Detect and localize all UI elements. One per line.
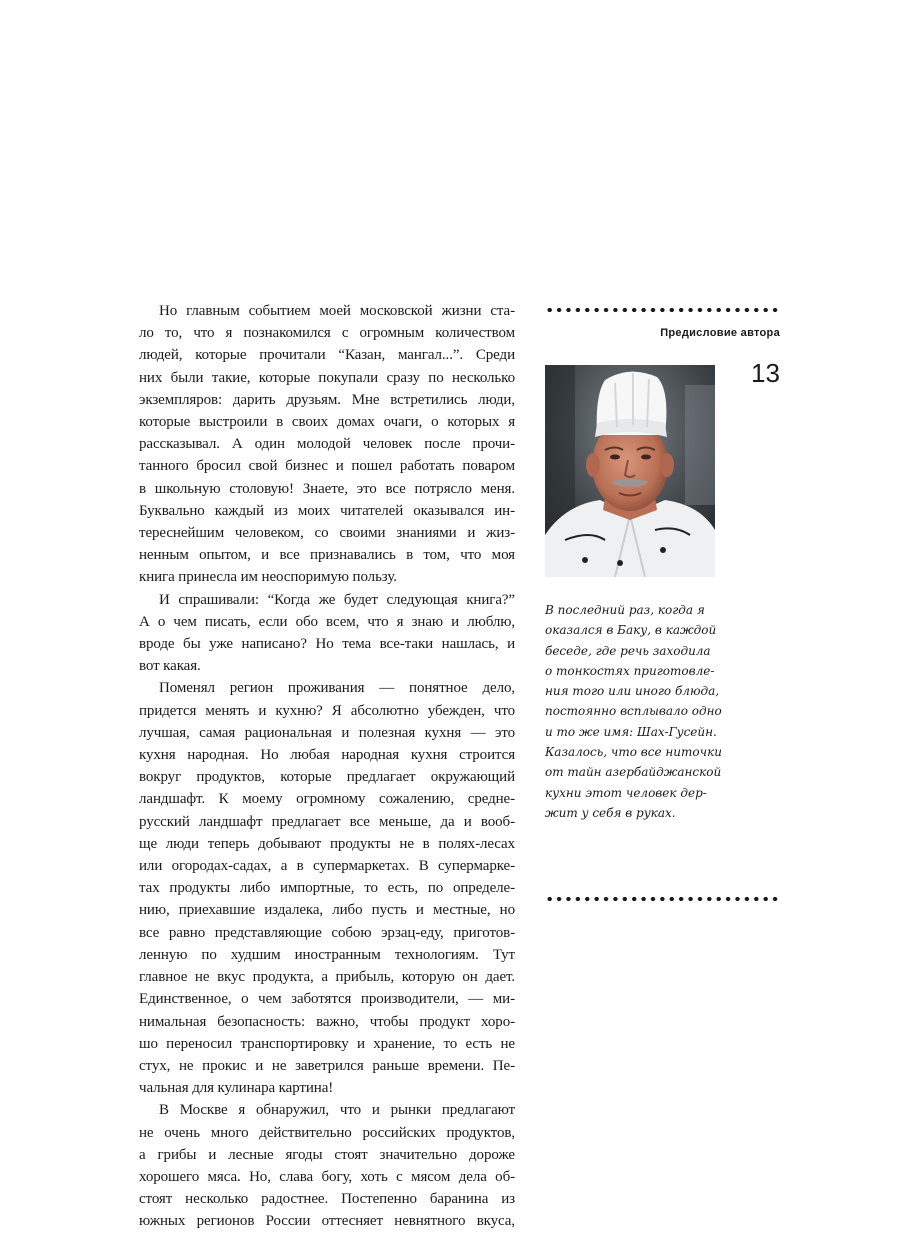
text-line: а грибы и лесные ягоды стоят значительно дороже xyxy=(139,1146,515,1163)
caption-line: кухни этот человек дер- xyxy=(545,785,707,800)
text-line: стух, не прокис и не заветрился раньше времени. Пе- xyxy=(139,1057,515,1074)
text-line: шо переносил транспортировку и хранение, то есть не xyxy=(139,1035,515,1052)
chef-portrait-icon xyxy=(545,365,715,577)
body-paragraph xyxy=(139,300,515,589)
text-line: вот какая. xyxy=(139,658,201,675)
text-line: вокруг продуктов, которые предлагает окружающий xyxy=(139,769,515,786)
text-line: тах продукты либо импортные, то есть, по определе- xyxy=(139,880,515,897)
text-line: танного бросил свой бизнес и пошел работать поваром xyxy=(139,458,515,475)
caption-line: постоянно всплывало одно xyxy=(545,704,722,719)
caption-line: беседе, где речь заходила xyxy=(545,643,711,658)
text-line: ло то, что я познакомился с огромным количеством xyxy=(139,325,515,342)
chef-portrait-photo xyxy=(545,365,715,577)
text-line: стоят несколько радостнее. Постепенно баранина из xyxy=(139,1191,515,1208)
bottom-dotted-rule xyxy=(545,896,780,902)
text-line: придется менять и кухню? Я абсолютно убежден, что xyxy=(139,702,515,719)
photo-caption xyxy=(545,600,720,823)
text-line: ще люди теперь добывают продукты не в полях-лесах xyxy=(139,835,515,852)
text-line: Но главным событием моей московской жизни ста- xyxy=(159,303,515,319)
text-line: Поменял регион проживания — понятное дело, xyxy=(159,680,515,697)
text-line: южных регионов России оттесняет невнятного вкуса, xyxy=(139,1213,515,1230)
text-line: А о чем писать, если обо всем, что я знаю и люблю, xyxy=(139,613,515,630)
text-line: нию, приехавшие издалека, либо пусть и местные, но xyxy=(139,902,515,919)
text-line: Буквально каждый из моих читателей оказывался ин- xyxy=(139,502,515,519)
text-line: лучшая, самая рациональная и полезная кухня — это xyxy=(139,724,515,741)
text-line: книга принесла им неоспоримую пользу. xyxy=(139,569,397,586)
text-line: нимальная безопасность: важно, чтобы продукт хоро- xyxy=(139,1013,515,1030)
body-text xyxy=(139,300,515,1233)
text-line: вроде бы уже написано? Но тема все-таки нашлась, и xyxy=(139,636,515,653)
text-line: тереснейшим человеком, со своими знаниями и жиз- xyxy=(139,525,515,542)
caption-line: жит у себя в руках. xyxy=(545,805,676,820)
caption-line: Казалось, что все ниточки xyxy=(545,745,722,760)
text-line: И спрашивали: “Когда же будет следующая книга?” xyxy=(159,591,515,608)
running-header-title: Предисловие автора xyxy=(660,327,780,339)
caption-line: ния того или иного блюда, xyxy=(545,684,720,699)
text-line: или огородах-садах, а в супермаркетах. В супермарке- xyxy=(139,858,515,875)
body-paragraph xyxy=(139,589,515,678)
text-line: русский ландшафт предлагает все меньше, да и вооб- xyxy=(139,813,515,830)
text-line: чальная для кулинара картина! xyxy=(139,1080,334,1097)
text-line: не очень много действительно российских продуктов, xyxy=(139,1124,515,1141)
text-line: ландшафт. К моему огромному сожалению, средне- xyxy=(139,791,515,808)
text-line: ленную по худшим иностранным технологиям. Тут xyxy=(139,946,515,963)
text-line: ненным опытом, и все признавались в том, что моя xyxy=(139,547,515,564)
caption-line: В последний раз, когда я xyxy=(545,603,705,617)
caption-line: и то же имя: Шах-Гусейн. xyxy=(545,724,717,739)
text-line: кухня народная. Но любая народная кухня строится xyxy=(139,747,515,764)
caption-line: о тонкостях приготовле- xyxy=(545,663,715,678)
text-line: них были такие, которые покупали сразу по несколько xyxy=(139,369,515,386)
text-line: в школьную столовую! Знаете, это все потрясло меня. xyxy=(139,480,515,497)
page-number: 13 xyxy=(751,358,780,388)
body-paragraph xyxy=(139,677,515,1099)
top-dotted-rule xyxy=(545,307,780,313)
text-line: которые выстроили в своих домах очаги, о которых я xyxy=(139,414,515,431)
text-line: рассказывал. А один молодой человек после прочи- xyxy=(139,436,515,453)
body-paragraph xyxy=(139,1099,515,1232)
text-line: Единственное, о чем заботятся производители, — ми- xyxy=(139,991,515,1008)
caption-line: от тайн азербайджанской xyxy=(545,765,722,780)
caption-line: оказался в Баку, в каждой xyxy=(545,623,717,638)
text-line: людей, которые прочитали “Казан, мангал...”. Среди xyxy=(139,347,515,364)
text-line: В Москве я обнаружил, что и рынки предлагают xyxy=(159,1102,515,1119)
text-line: экземпляров: дарить друзьям. Мне встретились люди, xyxy=(139,391,515,408)
text-line: главное не вкус продукта, а прибыль, которую он дает. xyxy=(139,969,515,986)
text-line: все равно представляющие собою эрзац-еду, приготов- xyxy=(139,924,515,941)
text-line: хорошего мяса. Но, слава богу, хоть с мясом дела об- xyxy=(139,1168,515,1185)
